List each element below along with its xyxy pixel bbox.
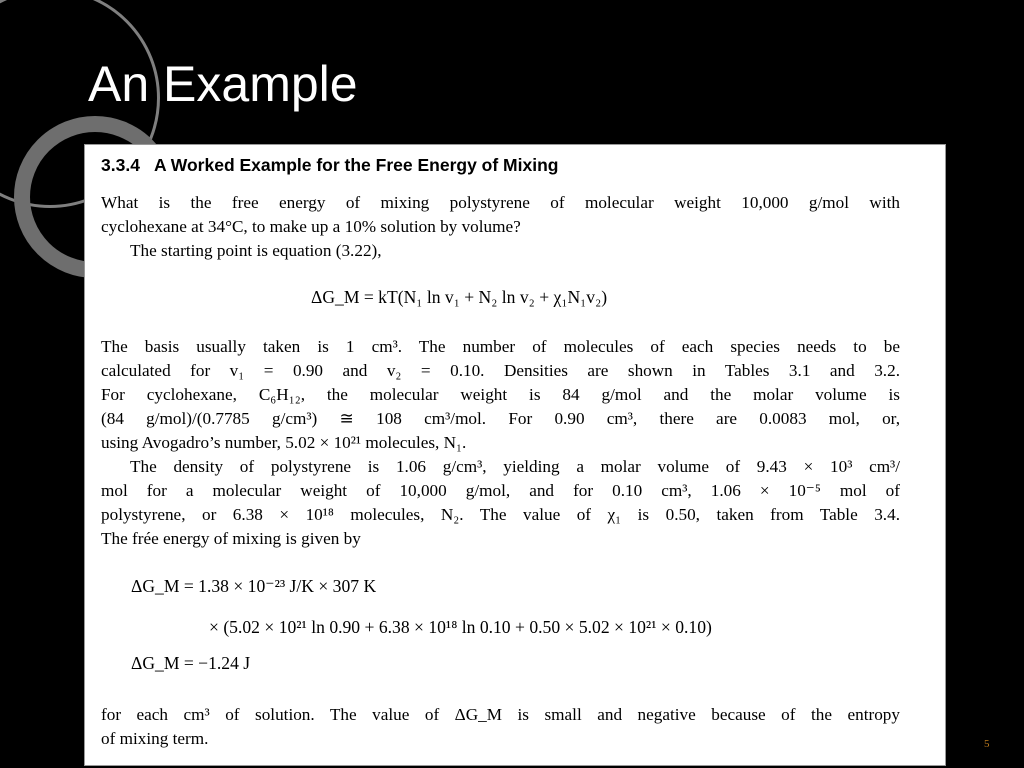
text-line: for each cm³ of solution. The value of ΔG_M is small and negative because of the entropy [101,705,900,724]
text-line: cyclohexane at 34°C, to make up a 10% solution by volume? [101,217,521,236]
slide-title: An Example [88,56,358,112]
basis-paragraph [101,335,900,455]
calc-equation-line-1: ΔG_M = 1.38 × 10⁻²³ J/K × 307 K [131,576,377,596]
text-line: of mixing term. [101,729,209,748]
text-line: calculated for v₁ = 0.90 and v₂ = 0.10. Densities are shown in Tables 3.1 and 3.2. [101,361,900,380]
section-title: A Worked Example for the Free Energy of Mixing [153,155,559,175]
text-line: using Avogadro’s number, 5.02 × 10²¹ molecules, N₁. [101,433,467,452]
calc-equation-line-2: × (5.02 × 10²¹ ln 0.90 + 6.38 × 10¹⁸ ln 0.10 + 0.50 × 5.02 × 10²¹ × 0.10) [209,617,712,637]
main-equation: ΔG_M = kT(N₁ ln v₁ + N₂ ln v₂ + χ₁N₁v₂) [311,287,608,307]
textbook-excerpt [84,144,946,766]
text-line: polystyrene, or 6.38 × 10¹⁸ molecules, N₂. The value of χ₁ is 0.50, taken from Table 3.4. [101,505,900,524]
text-line: (84 g/mol)/(0.7785 g/cm³) ≅ 108 cm³/mol. For 0.90 cm³, there are 0.0083 mol, or, [101,409,900,428]
text-line: The frée energy of mixing is given by [101,529,361,548]
conclusion-paragraph [101,703,900,751]
text-line: The starting point is equation (3.22), [130,241,382,260]
text-line: For cyclohexane, C₆H₁₂, the molecular weight is 84 g/mol and the molar volume is [101,385,900,404]
page-number: 5 [984,738,990,750]
section-number: 3.3.4 [101,155,140,175]
calc-equation-result: ΔG_M = −1.24 J [131,653,251,673]
text-line: What is the free energy of mixing polystyrene of molecular weight 10,000 g/mol with [101,193,900,212]
text-line: The density of polystyrene is 1.06 g/cm³, yielding a molar volume of 9.43 × 10³ cm³/ [130,457,900,476]
text-line: The basis usually taken is 1 cm³. The number of molecules of each species needs to be [101,337,900,356]
density-paragraph [101,455,900,551]
text-line: mol for a molecular weight of 10,000 g/mol, and for 0.10 cm³, 1.06 × 10⁻⁵ mol of [101,481,900,500]
question-paragraph [101,191,900,263]
section-heading [101,155,558,176]
